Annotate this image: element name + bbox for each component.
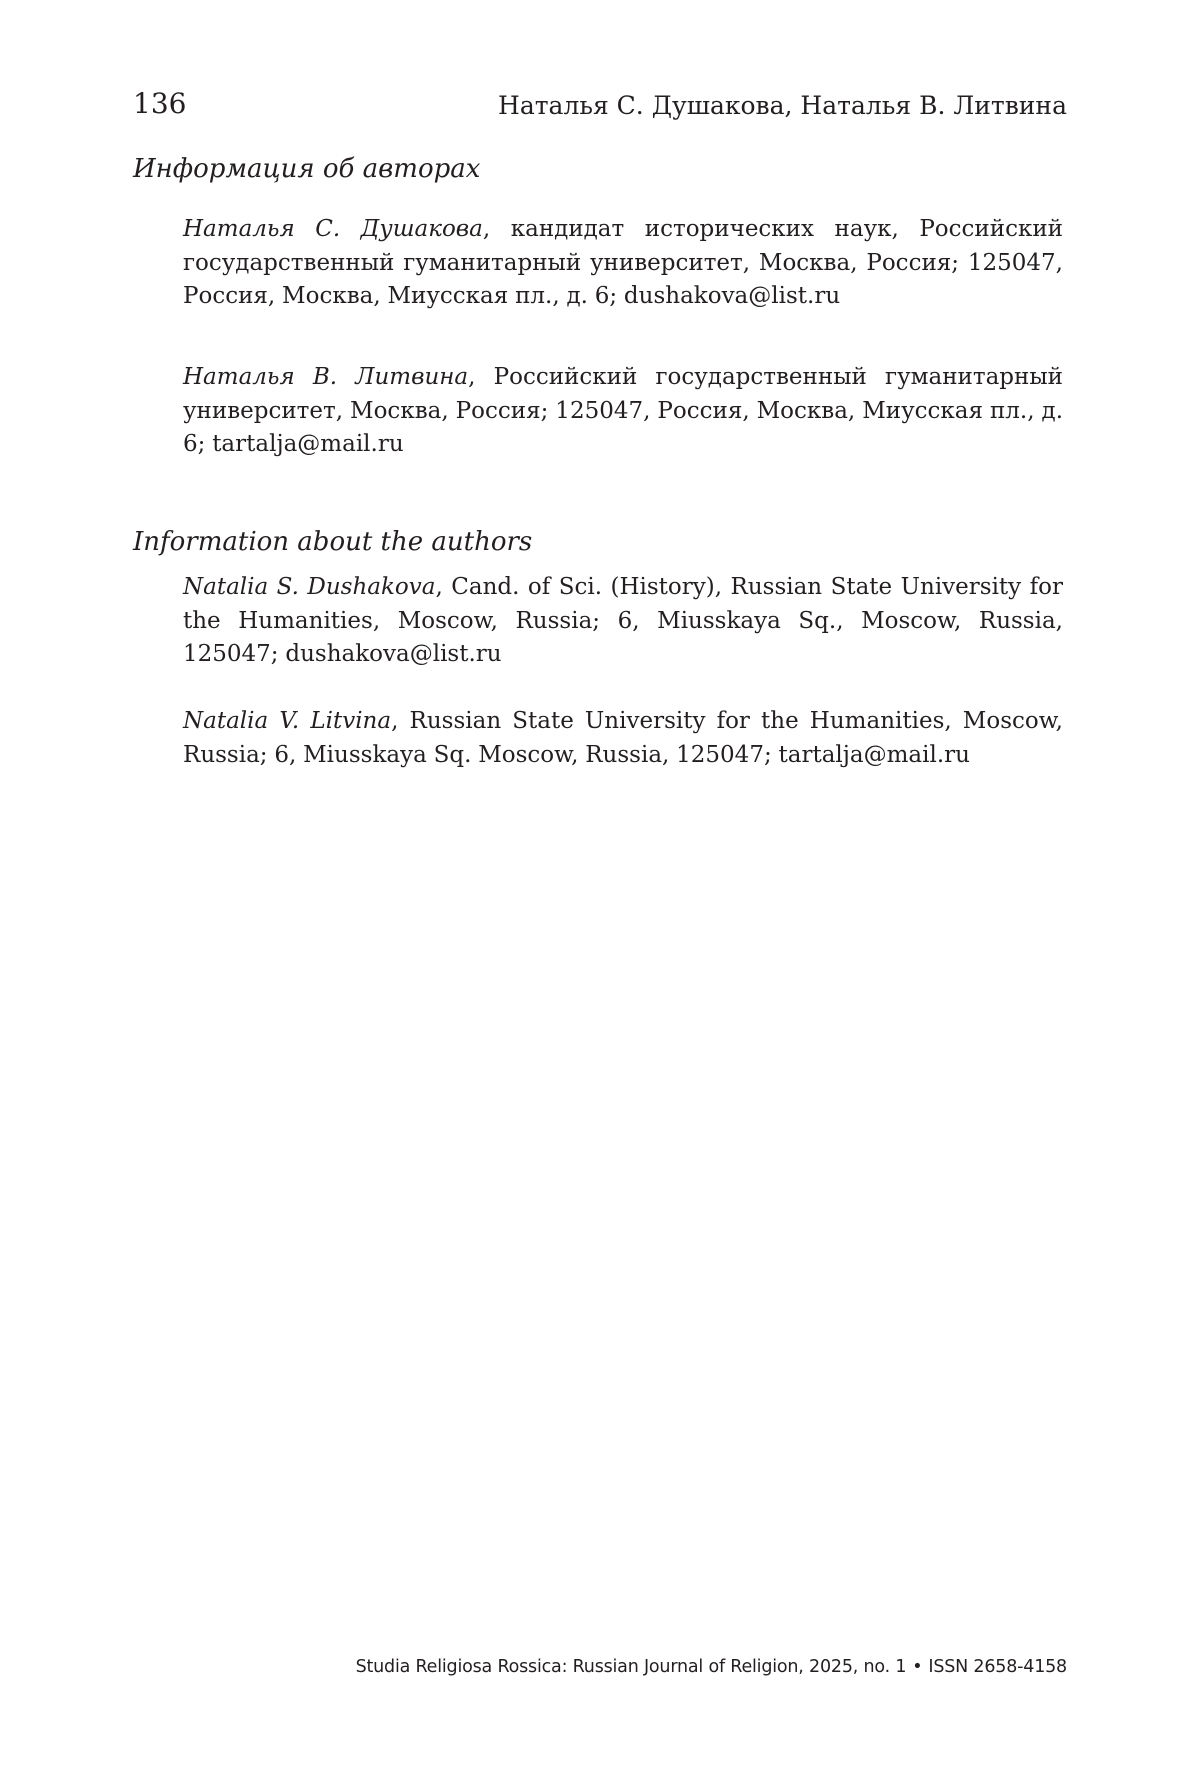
author-details: , Российский государственный гуманитарный университет, Москва, Россия; 125047, Россия, Москва, Миусская пл., д. 6; tartalja@mail.ru [183,364,1063,457]
page-number: 136 [133,87,187,120]
section-heading-en: Information about the authors [133,527,533,557]
author-details: , Russian State University for the Humanities, Moscow, Russia; 6, Miusskaya Sq. Moscow, Russia, 125047; tartalja@mail.ru [183,708,1063,768]
issn: ISSN 2658-4158 [928,1657,1067,1677]
author-name: Natalia S. Dushakova [183,574,436,600]
author-name: Наталья С. Душакова [183,216,483,242]
author-entry-litvina-ru [183,361,1063,462]
author-entry-litvina-en [183,705,1063,772]
bullet-separator: • [912,1657,923,1677]
running-head: Наталья С. Душакова, Наталья В. Литвина [498,91,1067,120]
section-heading-ru: Информация об авторах [133,154,481,184]
author-name: Natalia V. Litvina [183,708,392,734]
journal-footer [356,1655,1067,1679]
author-name: Наталья В. Литвина [183,364,469,390]
journal-citation: Studia Religiosa Rossica: Russian Journal of Religion, 2025, no. 1 [355,1657,907,1677]
author-details: , Cand. of Sci. (History), Russian State University for the Humanities, Moscow, Russia; 6, Miusskaya Sq., Moscow, Russia, 125047; dushakova@list.ru [183,574,1063,667]
author-details: , кандидат исторических наук, Российский государственный гуманитарный университет, Москва, Россия; 125047, Россия, Москва, Миусская пл., д. 6; dushakova@list.ru [183,216,1063,309]
author-entry-dushakova-ru [183,213,1063,314]
author-entry-dushakova-en [183,571,1063,672]
